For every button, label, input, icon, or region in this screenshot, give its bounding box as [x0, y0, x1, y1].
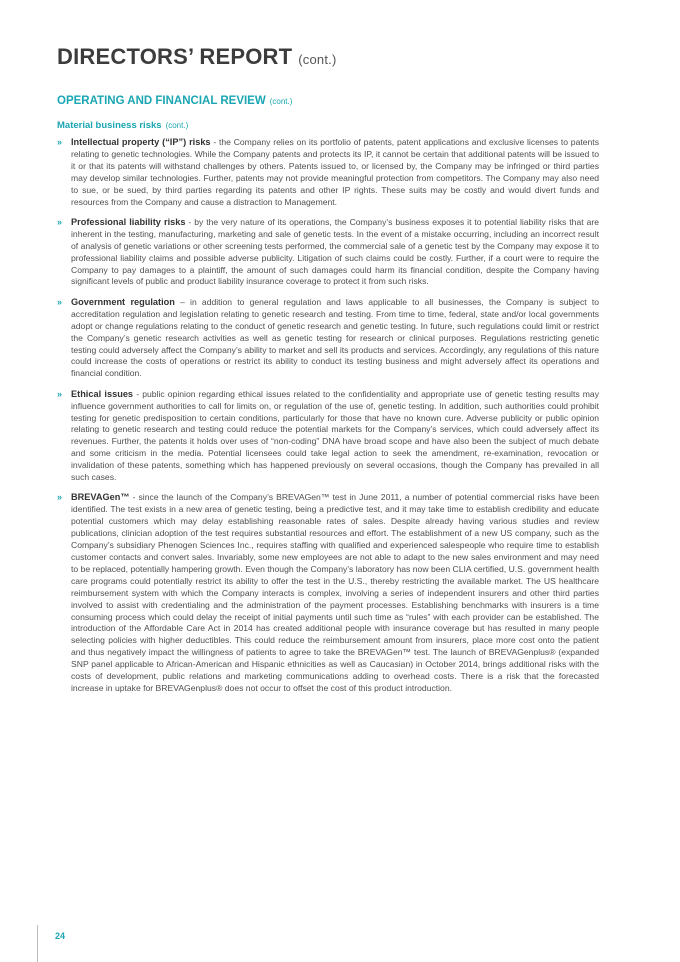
risk-text: - since the launch of the Company’s BREVAGen™ test in June 2011, a number of potential commercial risks have been identified. The test exists in a new area of genetic testing, being a predictive test, and it may take time to establish credibility and educate potential customers which may delay establishing reasonable rates of sales. Despite already having various studies and review publications, clinician adoption of the test requires substantial resources and effort. The establishment of a new US company, such as the Company’s subsidiary Phenogen Sciences Inc., requires staffing with qualified and experienced salespeople who require time to establish customer contacts and convert sales. Invariably, some new employees are not able to adapt to the new sales environment and may need to be replaced, potentially hampering growth. Even though the Company’s laboratory has now been CLIA certified, U.S. government health care programs could potentially restrict its ability to offer the test in the U.S., thereby restricting the available market. The US healthcare reimbursement system with which the Company interacts is complex, involving a series of independent insurers and other third parties involved to assist with credentialing and the administration of the payment processes. Establishing benchmarks with insurers is a time consuming process which could delay the receipt of initial payments until such time as “rules” with each provider can be established. The introduction of the Affordable Care Act in 2014 has created additional people with insurance coverage but has resulted in many people selecting policies with higher deductibles. This could reduce the reimbursement amount from insurers, place more cost onto the patient and thus negatively impact the willingness of patients to agree to take the BREVAGen™ test. The launch of BREVAGenplus® (expanded SNP panel applicable to African-American and Hispanic ethnicities as well as Caucasian) in October 2014, brings additional risks with the costs of development, public relations and marketing communications adding to overhead costs. There is a risk that the forecasted increase in uptake for BREVAGenplus® does not occur to offset the cost of this product introduction. [71, 492, 599, 693]
page-title-text: DIRECTORS’ REPORT [57, 44, 293, 69]
page-title-cont: (cont.) [298, 52, 337, 67]
bullet-chevron-icon: » [57, 296, 63, 307]
bullet-chevron-icon: » [57, 137, 63, 147]
subsection-title [57, 120, 188, 131]
page-number: 24 [55, 931, 66, 941]
section-title-cont: (cont.) [269, 97, 293, 106]
risk-item-brevagen [57, 492, 599, 694]
section-title-text: OPERATING AND FINANCIAL REVIEW [57, 95, 266, 107]
risk-heading: Intellectual property (“IP”) risks [71, 137, 211, 147]
section-title [57, 95, 292, 107]
risk-text: - public opinion regarding ethical issues related to the confidentiality and appropriate use of genetic testing results may influence government authorities to call for limits on, or regulation of the use of, genetic testing. In addition, such authorities could prohibit testing for genetic predisposition to certain conditions, particularly for those that have no known cure. Adverse publicity or public opinion relating to genetic research and testing could reduce the potential markets for the Company’s services, which could adversely affect its revenues. Further, the patents it holds over uses of “non-coding” DNA have broad scope and have also been the subject of much debate and some criticism in the media. Potential licensees could take legal action to seek the amendment, re-examination, revocation or invalidation of these patents, something which has happened previously on several occasions, though the Company has prevailed in all such cases. [71, 388, 599, 483]
risk-heading: Ethical issues [71, 388, 134, 399]
subsection-title-text: Material business risks [57, 120, 162, 131]
bullet-chevron-icon: » [57, 388, 63, 399]
risk-item-professional-liability [57, 217, 599, 288]
risk-item-ethical-issues [57, 389, 599, 484]
risk-heading: BREVAGen™ [71, 492, 130, 503]
risk-item-government-regulation [57, 297, 599, 380]
page-title [57, 44, 337, 70]
risk-text: - by the very nature of its operations, the Company’s business exposes it to potential liability risks that are inherent in the testing, manufacturing, marketing and sale of genetic tests. In the event of a mistake occurring, including an incorrect result of analysis of genetic variations or other screening tests performed, the commercial sale of a genetic test by the Company may expose it to professional liability claims and possible adverse publicity. Litigation of such claims could be costly. Further, if a court were to require the Company to pay damages to a plaintiff, the amount of such damages could harm its financial condition, despite the Company having significant levels of public and product liability insurance coverage to protect it from such risks. [71, 216, 599, 287]
bullet-chevron-icon: » [57, 216, 63, 227]
footer-divider [37, 925, 38, 962]
risk-list [57, 137, 599, 703]
bullet-chevron-icon: » [57, 492, 63, 503]
risk-text: - the Company relies on its portfolio of patents, patent applications and exclusive licenses to patents relating to genetic technologies. While the Company patents and protects its IP, it cannot be certain that additional patents will be issued to it or that its patents will withstand challenges by others. Patents issued to, or licensed by, the Company may be infringed or third parties may develop similar technologies. Further, patents may not provide meaningful protection from competitors. The Company may also need to sue, or be sued, by third parties regarding its patents and other IP rights. These suits may be costly and would divert funds and resources from the Company and cause a distraction to Management. [71, 137, 599, 207]
risk-item-ip [57, 137, 599, 208]
risk-heading: Professional liability risks [71, 216, 186, 227]
risk-text: – in addition to general regulation and laws applicable to all businesses, the Company is subject to accreditation regulation and legislation relating to genetic research and testing. From time to time, federal, state and/or local governments adopt or change regulations relating to the conduct of genetic research and genetic testing. In future, such regulations could limit or restrict the Company’s genetic research activities as well as genetic testing for research or clinical purposes. Regulations restricting genetic testing could adversely affect the Company’s ability to market and sell its products and services. Accordingly, any regulations of this nature could increase the costs of operations or restrict its ability to conduct its testing business and might adversely affect its operations and financial condition. [71, 296, 600, 379]
subsection-title-cont: (cont.) [165, 121, 189, 130]
risk-heading: Government regulation [71, 296, 175, 307]
